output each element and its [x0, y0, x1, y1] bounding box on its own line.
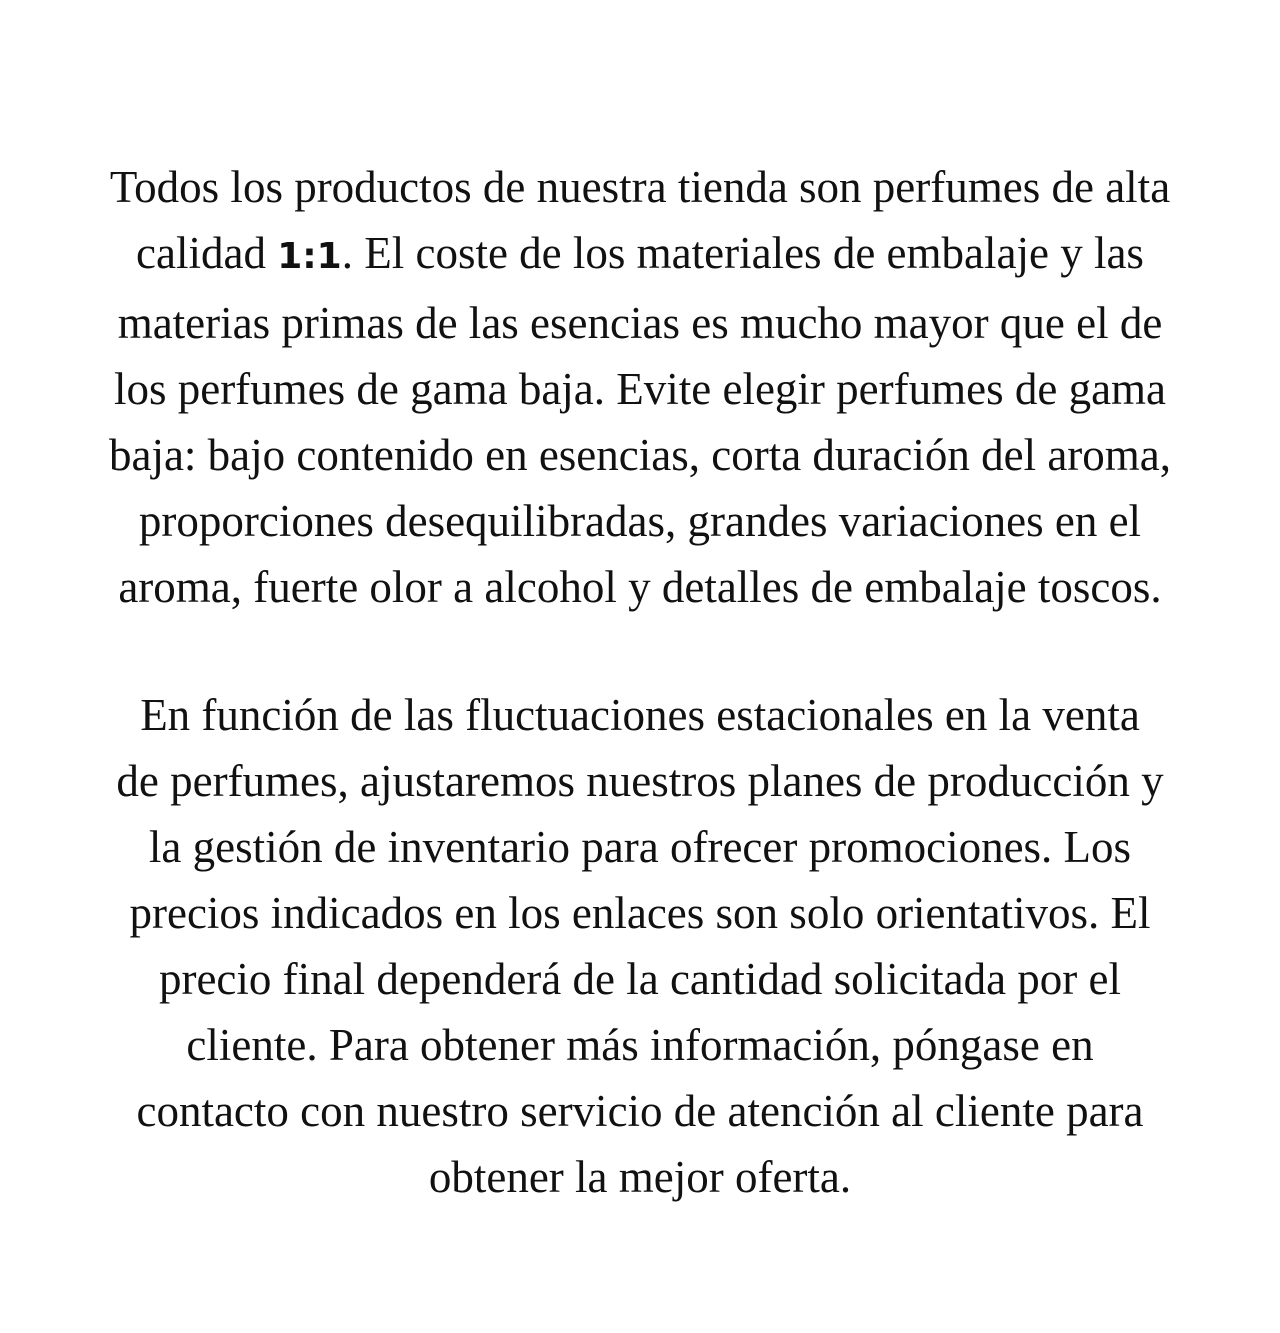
text-line: de perfumes, ajustaremos nuestros planes de producción y: [116, 756, 1164, 806]
text-line: aroma, fuerte olor a alcohol y detalles de embalaje toscos.: [118, 562, 1162, 612]
text-line-with-ratio: calidad 1:1. El coste de los materiales de embalaje y las: [136, 228, 1144, 278]
text-line: baja: bajo contenido en esencias, corta duración del aroma,: [108, 430, 1172, 480]
text-line: proporciones desequilibradas, grandes variaciones en el: [138, 496, 1142, 546]
text-line: Todos los productos de nuestra tienda son perfumes de alta: [109, 162, 1171, 212]
paragraph-product-quality: [72, 154, 1208, 620]
text-line: la gestión de inventario para ofrecer promociones. Los: [148, 822, 1132, 872]
text-line: materias primas de las esencias es mucho mayor que el de: [117, 298, 1163, 348]
text-line: En función de las fluctuaciones estacionales en la venta: [140, 690, 1140, 740]
ratio-label: 1:1: [277, 236, 342, 277]
text-line: contacto con nuestro servicio de atención al cliente para: [136, 1086, 1144, 1136]
paragraph-pricing-info: [72, 682, 1208, 1210]
text-line: los perfumes de gama baja. Evite elegir perfumes de gama: [113, 364, 1167, 414]
text-line: obtener la mejor oferta.: [428, 1152, 852, 1202]
text-line: cliente. Para obtener más información, póngase en: [186, 1020, 1094, 1070]
text-line: precio final dependerá de la cantidad solicitada por el: [158, 954, 1122, 1004]
text-line: precios indicados en los enlaces son solo orientativos. El: [129, 888, 1151, 938]
